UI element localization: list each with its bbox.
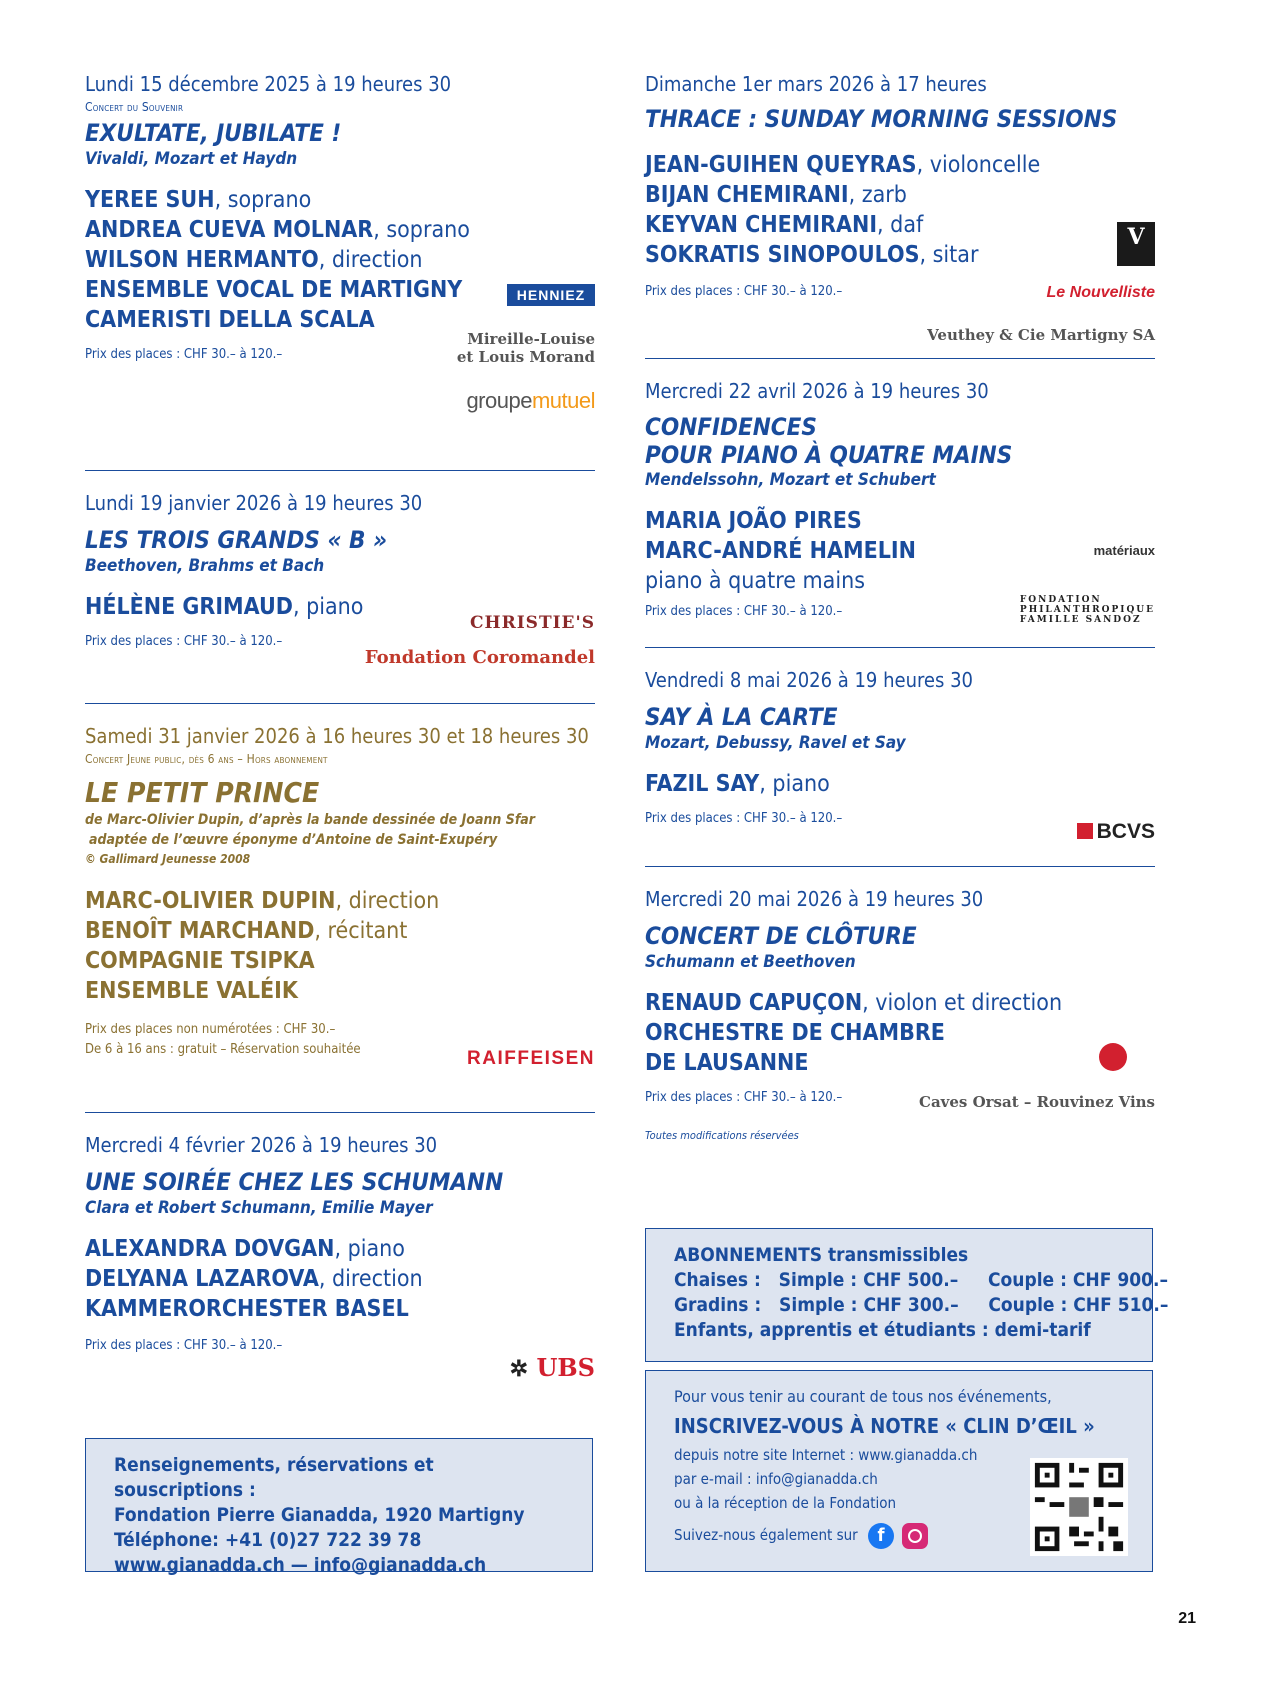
instagram-icon[interactable] [902, 1523, 928, 1549]
concert-date: Lundi 19 janvier 2026 à 19 heures 30 [85, 491, 423, 515]
info-web-email: www.gianadda.ch — info@gianadda.ch [114, 1554, 487, 1576]
concert-title: CONCERT DE CLÔTURE [645, 922, 917, 950]
concert-composers: Mozart, Debussy, Ravel et Say [645, 733, 906, 753]
concert-price-kids: De 6 à 16 ans : gratuit – Réservation souhaitée [85, 1042, 361, 1057]
artist-list [645, 769, 1155, 799]
subscription-chairs: Chaises : Simple : CHF 500.– Couple : CHF 900.– [674, 1269, 1169, 1291]
copyright-credit: © Gallimard Jeunesse 2008 [85, 852, 251, 866]
concert-composers: Vivaldi, Mozart et Haydn [85, 149, 298, 169]
subscription-bleachers: Gradins : Simple : CHF 300.– Couple : CHF 510.– [674, 1294, 1169, 1316]
concert-schumann [85, 1131, 595, 1401]
artist-line: HÉLÈNE GRIMAUD, piano [85, 594, 364, 620]
newsletter-email: par e-mail : info@gianadda.ch [674, 1470, 878, 1488]
concert-price: Prix des places : CHF 30.– à 120.– [645, 284, 843, 299]
artist-list [645, 506, 1155, 596]
concert-composers: Mendelssohn, Mozart et Schubert [645, 470, 936, 490]
info-phone: Téléphone: +41 (0)27 722 39 78 [114, 1529, 422, 1551]
concert-say [645, 666, 1155, 866]
artist-line: DELYANA LAZAROVA, direction [85, 1266, 423, 1292]
artist-line: MARIA JOÃO PIRES [645, 508, 862, 534]
artist-line: YEREE SUH, soprano [85, 187, 312, 213]
keys-icon: ✲ [509, 1356, 529, 1382]
separator [645, 866, 1155, 867]
artist-list [85, 1234, 595, 1324]
concert-title: THRACE : SUNDAY MORNING SESSIONS [645, 105, 1118, 133]
concert-composers: Schumann et Beethoven [645, 952, 856, 972]
concert-date: Vendredi 8 mai 2026 à 19 heures 30 [645, 668, 973, 692]
concert-price: Prix des places : CHF 30.– à 120.– [85, 347, 283, 362]
concert-price: Prix des places : CHF 30.– à 120.– [85, 1338, 283, 1353]
sandoz-foundation-logo: FONDATION PHILANTHROPIQUE FAMILLE SANDOZ [1019, 595, 1155, 625]
concert-title: SAY À LA CARTE [645, 703, 838, 731]
concert-price: Prix des places : CHF 30.– à 120.– [85, 634, 283, 649]
bcvs-logo: BCVS [1077, 820, 1155, 844]
artist-list [85, 886, 595, 1006]
social-line: Suivez-nous également sur f [674, 1519, 1124, 1551]
materiaux-logo: matériaux [1093, 543, 1155, 558]
concert-date: Mercredi 22 avril 2026 à 19 heures 30 [645, 379, 989, 403]
concert-confidences [645, 377, 1155, 647]
artist-line: BIJAN CHEMIRANI, zarb [645, 182, 907, 208]
artist-line: FAZIL SAY, piano [645, 771, 830, 797]
concert-price: Prix des places : CHF 30.– à 120.– [645, 811, 843, 826]
ubs-logo: ✲ UBS [509, 1353, 595, 1382]
info-address: Fondation Pierre Gianadda, 1920 Martigny [114, 1504, 525, 1526]
page-number: 21 [1178, 1610, 1196, 1627]
concert-title: EXULTATE, JUBILATE ! [85, 119, 342, 147]
groupe-mutuel-logo: groupemutuel [466, 388, 595, 413]
concert-petit-prince [85, 722, 595, 1112]
right-column [645, 70, 1155, 1142]
concert-title: LES TROIS GRANDS « B » [85, 526, 388, 554]
concert-exultate [85, 70, 595, 470]
christies-logo: CHRISTIE'S [470, 613, 595, 633]
concert-title: LE PETIT PRINCE [85, 776, 320, 809]
concert-thrace [645, 70, 1155, 358]
concert-cloture [645, 885, 1155, 1125]
artist-line: ALEXANDRA DOVGAN, piano [85, 1236, 405, 1262]
artist-list [85, 185, 595, 335]
artist-line: MARC-ANDRÉ HAMELIN [645, 538, 916, 564]
modifications-note: Toutes modifications réservées [645, 1129, 799, 1142]
newsletter-website: depuis notre site Internet : www.gianadda.ch [674, 1446, 978, 1464]
artist-line: COMPAGNIE TSIPKA [85, 948, 315, 974]
raiffeisen-logo: RAIFFEISEN [467, 1048, 595, 1069]
orsat-sponsor: Caves Orsat – Rouvinez Vins [919, 1093, 1155, 1111]
artist-instrument: piano à quatre mains [645, 568, 865, 594]
artist-line: ANDREA CUEVA MOLNAR, soprano [85, 217, 470, 243]
veuthey-sponsor: Veuthey & Cie Martigny SA [927, 326, 1155, 344]
coromandel-sponsor: Fondation Coromandel [364, 647, 595, 668]
subscriptions-box [645, 1228, 1169, 1362]
info-box [85, 1438, 593, 1576]
vatel-logo: V [1117, 222, 1155, 266]
concert-trois-grands-b [85, 489, 595, 703]
artist-line: SOKRATIS SINOPOULOS, sitar [645, 242, 979, 268]
artist-line: BENOÎT MARCHAND, récitant [85, 918, 408, 944]
artist-line: ENSEMBLE VALÉIK [85, 978, 298, 1004]
artist-list [645, 150, 1155, 270]
newsletter-reception: ou à la réception de la Fondation [674, 1494, 897, 1512]
concert-date: Lundi 15 décembre 2025 à 19 heures 30 [85, 72, 452, 96]
concert-price: Prix des places : CHF 30.– à 120.– [645, 604, 843, 619]
separator [645, 647, 1155, 648]
left-column [85, 70, 595, 1401]
concert-credit: de Marc-Olivier Dupin, d’après la bande dessinée de Joann Sfar [85, 812, 536, 828]
concert-composers: Clara et Robert Schumann, Emilie Mayer [85, 1198, 433, 1218]
info-line: Renseignements, réservations et souscriptions : [114, 1454, 434, 1501]
morand-sponsor: Mireille-Louise et Louis Morand [456, 330, 595, 366]
subscriptions-heading: ABONNEMENTS transmissibles [674, 1244, 969, 1266]
artist-line: KAMMERORCHESTER BASEL [85, 1296, 409, 1322]
artist-line: KEYVAN CHEMIRANI, daf [645, 212, 924, 238]
concert-tag: Concert Jeune public, dès 6 ans – Hors abonnement [85, 752, 328, 766]
artist-list [645, 988, 1155, 1078]
artist-line: JEAN-GUIHEN QUEYRAS, violoncelle [645, 152, 1041, 178]
concert-title: UNE SOIRÉE CHEZ LES SCHUMANN [85, 1168, 504, 1196]
bcvs-icon [1077, 823, 1093, 839]
orsat-logo-icon [1099, 1043, 1127, 1071]
artist-line: DE LAUSANNE [645, 1050, 809, 1076]
concert-credit: adaptée de l’œuvre éponyme d’Antoine de Saint-Exupéry [89, 832, 498, 848]
artist-line: RENAUD CAPUÇON, violon et direction [645, 990, 1063, 1016]
artist-line: MARC-OLIVIER DUPIN, direction [85, 888, 440, 914]
newsletter-cta: INSCRIVEZ-VOUS À NOTRE « CLIN D’ŒIL » [674, 1414, 1095, 1438]
separator [85, 1112, 595, 1113]
separator [85, 470, 595, 471]
concert-date: Mercredi 4 février 2026 à 19 heures 30 [85, 1133, 438, 1157]
separator [645, 358, 1155, 359]
artist-line: CAMERISTI DELLA SCALA [85, 307, 375, 333]
newsletter-intro: Pour vous tenir au courant de tous nos événements, [674, 1387, 1052, 1406]
artist-line: WILSON HERMANTO, direction [85, 247, 423, 273]
concert-tag: Concert du Souvenir [85, 100, 184, 114]
separator [85, 703, 595, 704]
concert-title: CONFIDENCES POUR PIANO À QUATRE MAINS [645, 413, 1013, 469]
concert-price: Prix des places non numérotées : CHF 30.– [85, 1022, 336, 1037]
artist-line: ORCHESTRE DE CHAMBRE [645, 1020, 945, 1046]
subscription-discount: Enfants, apprentis et étudiants : demi-tarif [674, 1319, 1091, 1341]
concert-date: Mercredi 20 mai 2026 à 19 heures 30 [645, 887, 984, 911]
artist-line: ENSEMBLE VOCAL DE MARTIGNY [85, 277, 463, 303]
concert-price: Prix des places : CHF 30.– à 120.– [645, 1090, 843, 1105]
concert-date: Samedi 31 janvier 2026 à 16 heures 30 et 18 heures 30 [85, 724, 589, 748]
nouvelliste-logo: Le Nouvelliste [1046, 284, 1155, 301]
qr-code[interactable] [1030, 1458, 1128, 1556]
concert-composers: Beethoven, Brahms et Bach [85, 556, 325, 576]
henniez-logo: HENNIEZ [507, 284, 595, 306]
concert-date: Dimanche 1er mars 2026 à 17 heures [645, 72, 987, 96]
facebook-icon[interactable]: f [868, 1523, 894, 1549]
